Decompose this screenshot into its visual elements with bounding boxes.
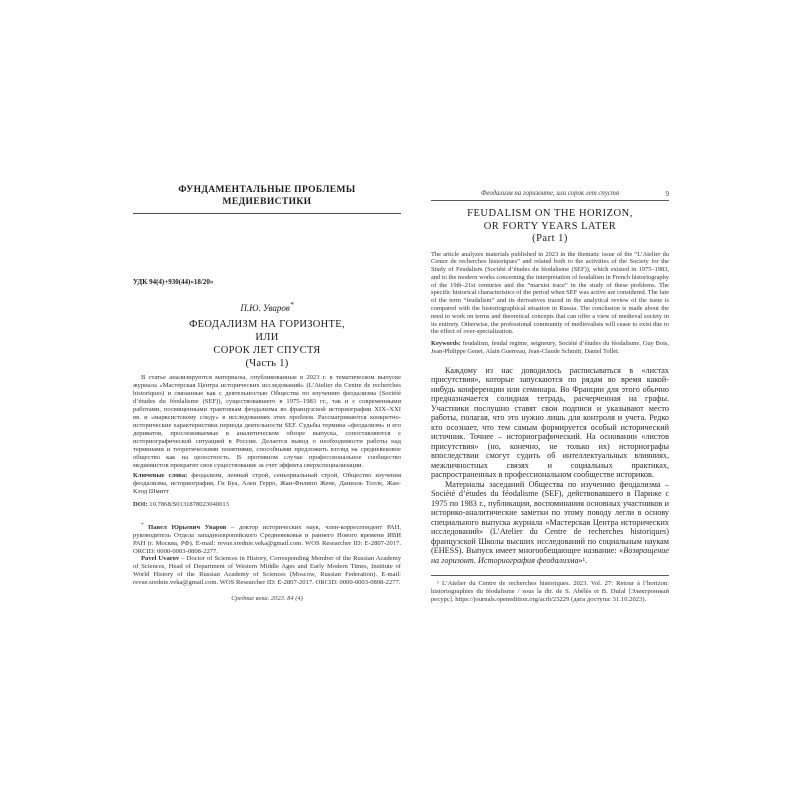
author-footnote-ru-name: Павел Юрьевич Уваров — [148, 524, 227, 532]
author-footnote-ru-text: – доктор исторических наук, член-корреспондент РАН, руководитель Отдела западноевропейского Средневековья и раннего Нового времени ИВИ РАН (г. Москва, РФ). E-mail: revue.srednie.veka@gmail.com. WOS Researcher ID: E-2807-2017. ORCID: 0000-0003-0808-2277. — [133, 524, 401, 555]
section-header-line2: МЕДИЕВИСТИКИ — [222, 196, 312, 207]
keywords-en — [431, 340, 669, 356]
author-footnote — [133, 522, 401, 587]
keywords-en-label: Keywords: — [431, 340, 461, 348]
body-paragraph-2 — [431, 480, 669, 566]
right-page — [431, 190, 669, 604]
doi-label: DOI: — [133, 501, 148, 508]
author-name — [133, 300, 401, 313]
footnote-divider — [431, 575, 669, 576]
body-paragraph-1: Каждому из нас доводилось расписываться в «листах присутствия», которые запускаются по рядам во время какой-нибудь конференции или семинара. Во Франции для этого обычно предназначается солидная тетрадь, расчерченная на графы. Участники послушно ставят свои подписи и указывают место работы, полагая, что это нужно лишь для контроля и учета. Редко кто осознает, что тем самым формируется особый исторический источник. Точнее – историографический. На основании «листов присутствия» (но, конечно, не только их) историографы впоследствии смогут судить об интеллектуальных влияниях, межличностных связях и социальных практиках, распространенных в профессиональном сообществе историков. — [431, 365, 669, 480]
article-title-ru-line1: ФЕОДАЛИЗМ НА ГОРИЗОНТЕ, — [189, 319, 345, 330]
article-body — [431, 366, 669, 566]
article-title-en — [431, 208, 669, 246]
article-title-en-line2: OR FORTY YEARS LATER — [483, 220, 617, 232]
author-footnote-en — [133, 555, 401, 586]
footnote-asterisk-marker: * — [141, 522, 149, 528]
abstract-ru: В статье анализируются материалы, опубликованные в 2023 г. в тематическом выпуске журнала «Мастерская Центра исторических исследований» (L’Atelier du Centre de recherches historiques) и связанные как с деятельностью Общества по изучению феодализма (Société d’études du féodalisme (SEF)), существовавшего в 1975–1983 гг., так и с современными работами, посвященными трактовкам феодализма во французской историографии XIX–XXI вв. и «марксистскому следу» в исследованиях этих проблем. Рассматриваются конкретно-исторические характеристики периода деятельности SEF. Судьбы термина «феодализм» и его дериватов, прослеживаемые в аналитическом обзоре выпуска, сопоставляются с историографической ситуацией в России. Делается вывод о необходимости работы над терминами и теоретическими понятиями, способными предложить взгляд на средневековое общество как на целостность. В противном случае профессиональное сообщество медиевистов прекратит свое существование за счет эффекта сверхспециализации. — [133, 374, 401, 469]
left-page — [133, 185, 401, 602]
keywords-ru-label: Ключевые слова: — [133, 472, 188, 479]
footnote-reference: ¹ L’Atelier du Centre de recherches historiques. 2023. Vol. 27: Retour à l’horizon: historiographies du féodalisme / sous la dir. de S. Abélès et B. Dufal [Электронный ресурс]. https://journals.openedition.org/acrh/23229 (дата доступа: 31.10.2023). — [431, 580, 669, 603]
author-footnote-en-name: Pavel Uvarov — [141, 555, 180, 563]
doi-line — [133, 501, 401, 508]
body-paragraph-2-text: Материалы заседаний Общества по изучению феодализма – Société d’études du féodalisme (SEF), действовавшего в Париже с 1975 по 1983 г., публикации, воспоминания основных участников и историко-аналитические заметки по этому поводу легли в основу специального выпуска журнала «Мастерская Центра исторических исследований» (L’Atelier du Centre de recherches historiques) французской Школы высших исследований по социальным наукам (EHESS). Выпуск имеет многообещающее название: « — [431, 479, 669, 556]
body-paragraph-2-italic-title: Возвращение на горизонт. Историография феодализма — [431, 546, 669, 565]
keywords-ru — [133, 472, 401, 496]
author-name-text: П.Ю. Уваров — [240, 303, 290, 313]
running-head-divider — [431, 200, 669, 201]
abstract-en: The article analyzes materials published in 2023 in the thematic issue of the “L’Atelier du Center de recherches historiques” and related both to the activities of the Society for the Study of Feudalism (Société d’études du féodalisme (SEF)), which existed in 1975–1983, and to the modern works concerning the interpretation of feudalism in French historiography of the 19th–21st centuries and the “marxist trace” in the study of these problems. The specific historical characteristics of the period when SEF was active are considered. The fate of the term “feudalism” and its derivatives traced in the analytical review of the issue is compared with the historiographical situation in Russia. The conclusion is made about the need to work on terms and theoretical concepts that can offer a view of medieval society in its entirety. Otherwise, the professional community of medievalists will cease to exist due to the effect of over-specialization. — [431, 250, 669, 336]
running-head-title: Феодализм на горизонте, или сорок лет спустя — [480, 190, 620, 197]
article-title-en-line1: FEUDALISM ON THE HORIZON, — [467, 208, 633, 219]
article-title-en-line3: (Part 1) — [532, 233, 568, 244]
keywords-ru-text: феодализм, ленный строй, сеньориальный строй, Общество изучения феодализма, историография, Ги Буа, Ален Герро, Жан-Филипп Жене, Даниэль Толле, Жан-Клод Шмитт — [133, 472, 401, 495]
author-footnote-marker: * — [289, 300, 294, 309]
article-title-ru-line4: (Часть 1) — [245, 358, 289, 369]
article-title-ru — [133, 318, 401, 370]
keywords-en-text: feudalism, feudal regime, seigneury, Société d’études du féodalisme, Guy Bois, Jean-Philippe Genet, Alain Guerreau, Jean-Claude Schmitt, Daniel Tollet. — [431, 340, 669, 356]
doi-value: 10.7868/S0131878023040013 — [147, 501, 229, 508]
page-number: 9 — [665, 190, 669, 198]
journal-footer: Средние века. 2023. 84 (4) — [231, 594, 303, 602]
article-title-ru-line3: СОРОК ЛЕТ СПУСТЯ — [213, 345, 321, 356]
author-footnote-ru — [133, 522, 401, 555]
running-head — [431, 190, 669, 197]
header-divider — [133, 213, 401, 214]
section-header-line1: ФУНДАМЕНТАЛЬНЫЕ ПРОБЛЕМЫ — [178, 185, 356, 195]
udk-code: УДК 94(4)+930(44)«18/20» — [133, 278, 214, 286]
body-paragraph-2-closing: »¹. — [578, 555, 588, 565]
journal-section-header — [133, 185, 401, 208]
author-footnote-en-text: – Doctor of Sciences in History, Corresponding Member of the Russian Academy of Sciences, Head of Department of Western Middle Ages and Early Modern Times, Institute of World History of the Russian Academy of Sciences (Moscow, Russian Federation). E-mail: revue.srednie.veka@gmail.com. WOS Researcher ID: E-2807-2017. ORCID: 0000-0003-0808-2277. — [133, 555, 401, 586]
article-title-ru-line2: ИЛИ — [255, 332, 279, 343]
